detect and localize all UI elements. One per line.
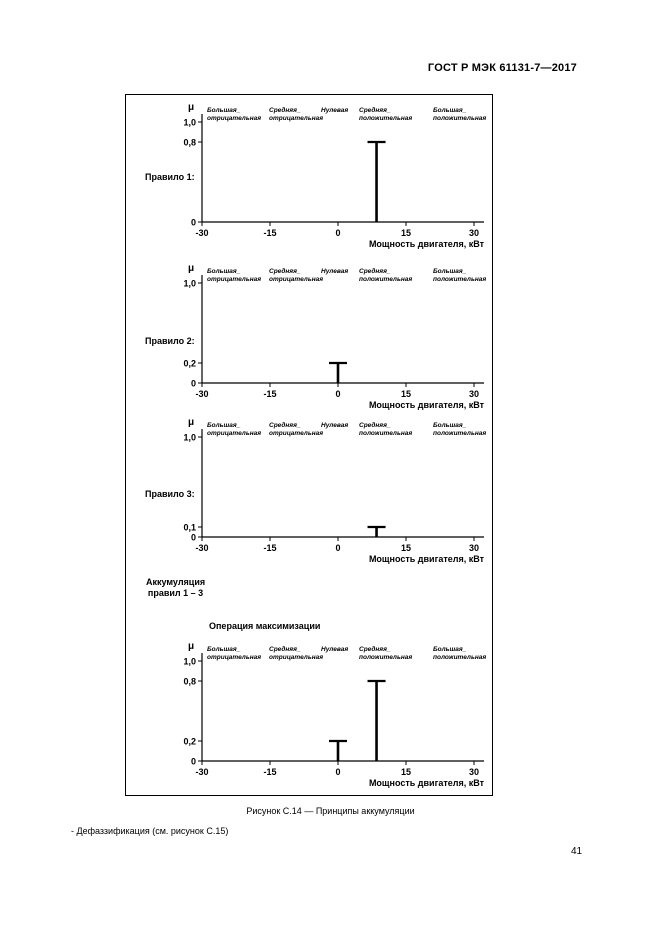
x-axis-label: Мощность двигателя, кВт [368,400,484,410]
accumulation-line1: Аккумуляция [146,577,206,587]
y-tick-label: 0 [190,532,196,543]
term-label: положительная [433,430,487,437]
term-label: Большая_ [433,646,467,653]
y-tick-label: 0 [190,756,196,767]
term-label: Большая_ [207,107,241,114]
term-label: Нулевая [321,107,349,114]
term-label: положительная [433,276,487,283]
x-tick-label: -15 [263,767,277,777]
term-label: Нулевая [321,422,349,429]
y-tick-label: 0,8 [183,676,196,687]
x-tick-label: 30 [468,228,480,238]
max-operation-label: Операция максимизации [209,621,321,631]
term-label: Большая_ [207,646,241,653]
x-axis-label: Мощность двигателя, кВт [368,778,484,788]
standard-header: ГОСТ Р МЭК 61131-7—2017 [427,62,577,74]
term-label: отрицательная [269,430,324,437]
x-tick-label: -30 [195,228,209,238]
x-tick-label: -30 [195,389,209,399]
term-label: отрицательная [269,654,324,661]
y-tick-label: 0 [190,378,196,389]
x-axis-label: Мощность двигателя, кВт [368,554,484,564]
x-tick-label: 15 [400,389,412,399]
term-label: Большая_ [433,107,467,114]
term-label: Большая_ [207,268,241,275]
y-tick-label: 0,8 [183,137,196,148]
x-tick-label: -15 [263,228,277,238]
mu-label: μ [188,102,195,113]
x-tick-label: 0 [335,767,341,777]
x-tick-label: 30 [468,543,480,553]
term-label: Средняя_ [269,646,301,653]
term-label: отрицательная [269,276,324,283]
term-label: Средняя_ [269,107,301,114]
x-tick-label: -30 [195,767,209,777]
term-label: Нулевая [321,646,349,653]
rule-2-label: Правило 2: [145,336,195,346]
term-label: Средняя_ [359,422,391,429]
mu-label: μ [188,263,195,274]
term-label: Средняя_ [359,646,391,653]
term-label: отрицательная [207,115,262,122]
mu-label: μ [188,641,195,652]
term-label: отрицательная [207,276,262,283]
term-label: Большая_ [433,268,467,275]
term-label: Нулевая [321,268,349,275]
x-tick-label: 15 [400,543,412,553]
x-tick-label: -15 [263,389,277,399]
rule-3-label: Правило 3: [145,489,195,499]
term-label: положительная [359,276,413,283]
x-tick-label: 0 [335,543,341,553]
term-label: Средняя_ [269,422,301,429]
defuzzification-note: - Дефаззификация (см. рисунок С.15) [71,826,229,836]
term-label: Средняя_ [359,268,391,275]
x-tick-label: 0 [335,228,341,238]
y-tick-label: 1,0 [183,278,196,289]
mu-label: μ [188,417,195,428]
term-label: положительная [359,654,413,661]
figure-caption: Рисунок С.14 — Принципы аккумуляции [246,806,415,816]
term-label: отрицательная [207,654,262,661]
term-label: положительная [433,115,487,122]
term-label: отрицательная [269,115,324,122]
x-axis-label: Мощность двигателя, кВт [368,239,484,249]
term-label: Большая_ [433,422,467,429]
term-label: Средняя_ [359,107,391,114]
y-tick-label: 0,1 [183,522,196,533]
y-tick-label: 0 [190,217,196,228]
y-tick-label: 1,0 [183,656,196,667]
x-tick-label: 15 [400,767,412,777]
term-label: Средняя_ [269,268,301,275]
term-label: положительная [359,115,413,122]
page-number: 41 [571,846,583,857]
x-tick-label: 30 [468,767,480,777]
term-label: положительная [433,654,487,661]
term-label: положительная [359,430,413,437]
x-tick-label: 30 [468,389,480,399]
term-label: отрицательная [207,430,262,437]
rule-1-label: Правило 1: [145,172,195,182]
term-label: Большая_ [207,422,241,429]
y-tick-label: 0,2 [183,358,196,369]
x-tick-label: -30 [195,543,209,553]
x-tick-label: -15 [263,543,277,553]
y-tick-label: 1,0 [183,117,196,128]
accumulation-line2: правил 1 – 3 [147,588,204,598]
x-tick-label: 15 [400,228,412,238]
y-tick-label: 1,0 [183,432,196,443]
x-tick-label: 0 [335,389,341,399]
y-tick-label: 0,2 [183,736,196,747]
